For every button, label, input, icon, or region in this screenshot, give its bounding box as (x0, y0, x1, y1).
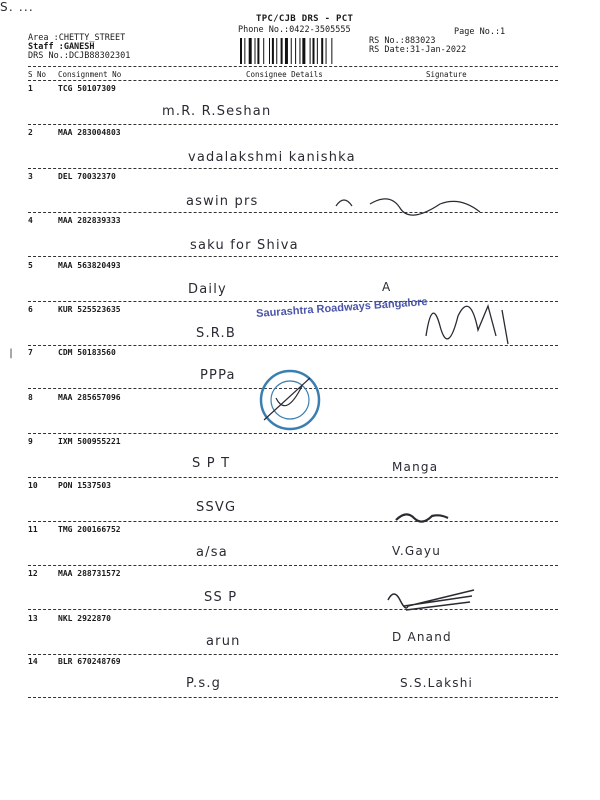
row-consignment-number: MAA 288731572 (58, 569, 121, 578)
staff-field: Staff :GANESH (28, 42, 95, 52)
row-separator (28, 521, 558, 522)
barcode-bar (269, 38, 270, 64)
barcode (240, 38, 360, 64)
row-consignment-number: NKL 2922870 (58, 614, 111, 623)
handwritten-consignee: m.R. R.Seshan (162, 104, 272, 119)
row-consignment-number: BLR 670248769 (58, 657, 121, 666)
handwritten-consignee: Daily (188, 282, 227, 297)
row-consignment-number: IXM 500955221 (58, 437, 121, 446)
barcode-bar (249, 38, 252, 64)
row-sno: 10 (28, 481, 38, 490)
document-title: TPC/CJB DRS - PCT (256, 14, 354, 24)
barcode-bar (310, 38, 311, 64)
area-field: Area :CHETTY_STREET (28, 33, 126, 43)
row-separator (28, 697, 558, 698)
barcode-bar (291, 38, 292, 64)
row-consignment-number: DEL 70032370 (58, 172, 116, 181)
row-sno: 1 (28, 84, 33, 93)
row-separator (28, 565, 558, 566)
scribble-signature-icon (330, 190, 490, 218)
barcode-bar (272, 38, 274, 64)
col-head-consignee: Consignee Details (246, 70, 323, 79)
row-consignment-number: TCG 50107309 (58, 84, 116, 93)
barcode-bar (276, 38, 277, 64)
handwritten-consignee: vadalakshmi kanishka (188, 150, 356, 165)
col-head-signature: Signature (426, 70, 467, 79)
handwritten-signature: A (382, 280, 392, 294)
row-consignment-number: MAA 283004803 (58, 128, 121, 137)
row-sno: 2 (28, 128, 33, 137)
row-separator (28, 654, 558, 655)
handwritten-consignee: saku for Shiva (190, 238, 299, 253)
margin-mark: | (8, 348, 15, 359)
barcode-bar (299, 38, 300, 64)
header-bottom-rule (28, 80, 558, 81)
rs-date-field: RS Date:31-Jan-2022 (369, 45, 467, 55)
row-sno: 6 (28, 305, 33, 314)
row-sno: 5 (28, 261, 33, 270)
barcode-bar (321, 38, 323, 64)
row-sno: 12 (28, 569, 38, 578)
barcode-bar (302, 38, 305, 64)
page-number: Page No.:1 (454, 27, 506, 37)
barcode-bar (263, 38, 264, 64)
handwritten-consignee: S.R.B (196, 326, 237, 341)
barcode-bar (313, 38, 315, 64)
barcode-bar (331, 38, 332, 64)
handwritten-signature: S.S.Lakshi (400, 676, 474, 690)
handwritten-signature: S. ... (0, 0, 34, 14)
handwritten-consignee: P.s.g (186, 676, 222, 691)
round-seal-icon (258, 368, 322, 432)
row-separator (28, 168, 558, 169)
rs-number-field: RS No.:883023 (369, 36, 436, 46)
handwritten-consignee: PPPa (200, 368, 236, 383)
barcode-bar (257, 38, 259, 64)
row-sno: 13 (28, 614, 38, 623)
row-separator (28, 433, 558, 434)
handwritten-consignee: a/sa (196, 545, 228, 560)
row-sno: 3 (28, 172, 33, 181)
row-sno: 8 (28, 393, 33, 402)
barcode-bar (285, 38, 288, 64)
row-sno: 7 (28, 348, 33, 357)
phone-number: Phone No.:0422-3505555 (238, 25, 351, 35)
header-top-rule (28, 66, 558, 67)
row-consignment-number: MAA 563820493 (58, 261, 121, 270)
barcode-bar (317, 38, 318, 64)
handwritten-consignee: aswin prs (186, 194, 259, 209)
row-sno: 11 (28, 525, 38, 534)
handwritten-consignee: SSVG (196, 500, 237, 515)
row-separator (28, 256, 558, 257)
scribble-signature-icon (392, 504, 452, 528)
row-consignment-number: CDM 50183560 (58, 348, 116, 357)
company-stamp: Saurashtra Roadways Bangalore (255, 296, 429, 320)
row-separator (28, 124, 558, 125)
handwritten-consignee: arun (206, 634, 241, 649)
row-sno: 4 (28, 216, 33, 225)
handwritten-consignee: SS P (204, 590, 238, 605)
handwritten-signature: V.Gayu (392, 544, 442, 558)
handwritten-signature: D Anand (392, 630, 452, 644)
row-separator (28, 477, 558, 478)
row-sno: 9 (28, 437, 33, 446)
barcode-bar (326, 38, 327, 64)
row-sno: 14 (28, 657, 38, 666)
row-consignment-number: MAA 282839333 (58, 216, 121, 225)
handwritten-consignee: S P T (192, 456, 231, 471)
row-consignment-number: TMG 200166752 (58, 525, 121, 534)
barcode-bar (255, 38, 256, 64)
drs-number-field: DRS No.:DCJB88302301 (28, 51, 131, 61)
scribble-signature-icon (418, 286, 518, 346)
col-head-sno: S No (28, 70, 47, 79)
barcode-bar (295, 38, 296, 64)
row-consignment-number: KUR 525523635 (58, 305, 121, 314)
barcode-bar (281, 38, 283, 64)
handwritten-signature: Manga (392, 460, 439, 474)
row-consignment-number: PON 1537503 (58, 481, 111, 490)
scribble-signature-icon (384, 586, 480, 614)
col-head-consignment: Consignment No (58, 70, 122, 79)
barcode-bar (240, 38, 242, 64)
row-consignment-number: MAA 285657096 (58, 393, 121, 402)
barcode-bar (244, 38, 245, 64)
